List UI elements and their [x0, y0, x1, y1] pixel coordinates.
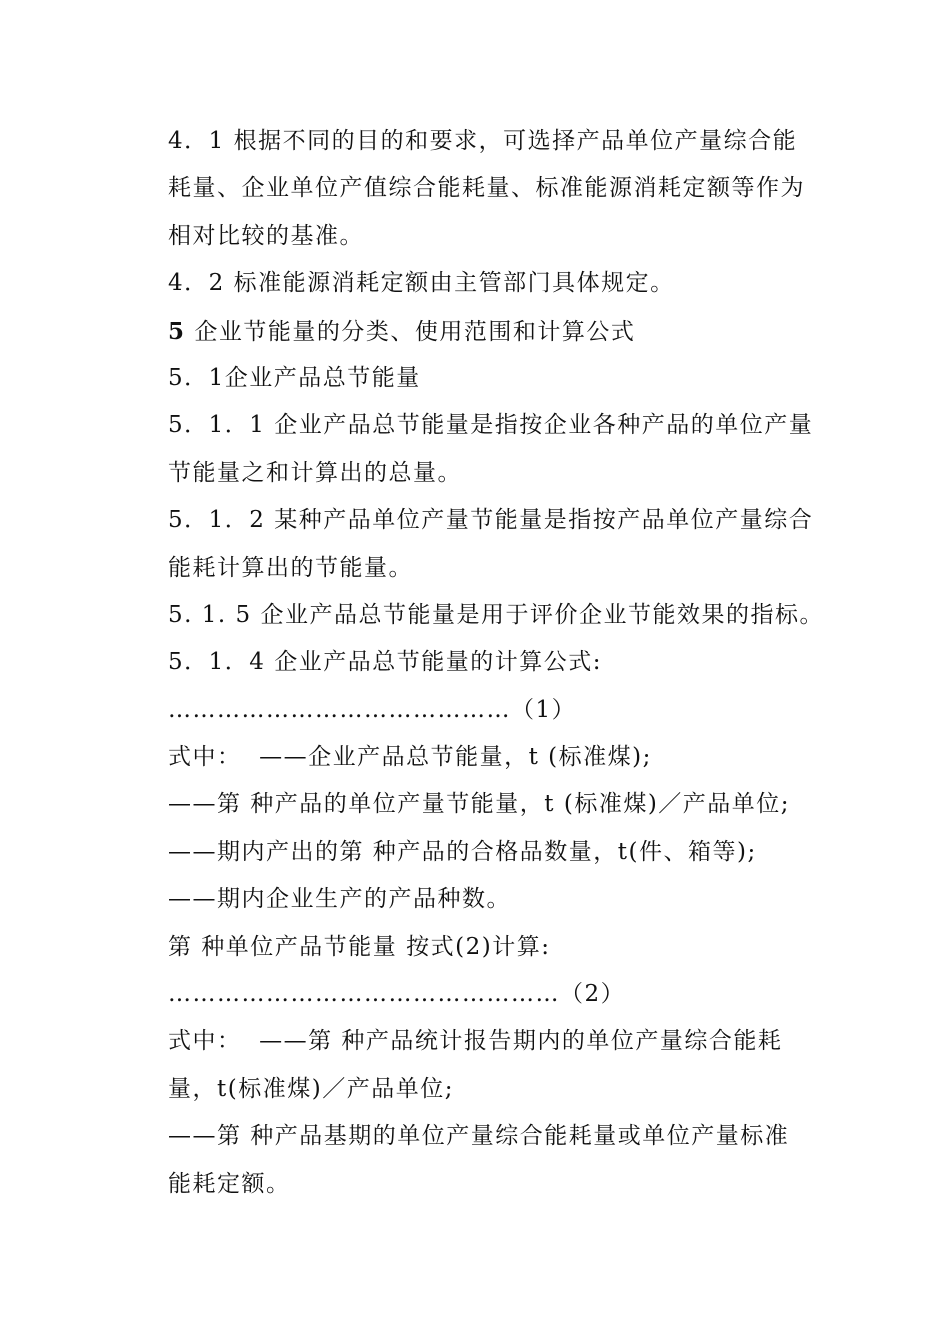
formula-1-legend-c: ——期内产出的第 种产品的合格品数量，t(件、箱等);: [168, 838, 757, 865]
formula-2-intro: 第 种单位产品节能量 按式(2)计算:: [168, 933, 551, 960]
text-line-4-1-a: 4．1 根据不同的目的和要求，可选择产品单位产量综合能: [168, 128, 798, 154]
text-line-5-1-4: 5．1．4 企业产品总节能量的计算公式:: [168, 649, 602, 676]
formula-1-legend-b: ——第 种产品的单位产量节能量，t (标准煤)／产品单位;: [168, 791, 791, 818]
text-line-5-1-2-a: 5．1．2 某种产品单位产量节能量是指按产品单位产量综合: [168, 507, 814, 534]
subsection-5-1-heading: 5．1企业产品总节能量: [168, 364, 421, 391]
text-line-5-1-1-a: 5．1．1 企业产品总节能量是指按企业各种产品的单位产量: [168, 412, 814, 439]
text-line-4-1-b: 耗量、企业单位产值综合能耗量、标准能源消耗定额等作为: [168, 175, 805, 202]
formula-2-legend-b: 量，t(标准煤)／产品单位;: [168, 1075, 454, 1102]
formula-2-legend-a: 式中： ——第 种产品统计报告期内的单位产量综合能耗: [168, 1028, 783, 1055]
text-line-5-1-2-b: 能耗计算出的节能量。: [168, 554, 413, 581]
section-5-number: 5: [168, 317, 186, 345]
section-5-title: 企业节能量的分类、使用范围和计算公式: [194, 318, 636, 345]
text-line-5-1-1-b: 节能量之和计算出的总量。: [168, 459, 462, 486]
text-line-4-2: 4．2 标准能源消耗定额由主管部门具体规定。: [168, 270, 675, 297]
document-body: [168, 118, 838, 1208]
formula-1-placeholder: ……………………………………（1）: [168, 696, 577, 723]
formula-1-legend-a: 式中： ——企业产品总节能量，t (标准煤);: [168, 744, 652, 771]
formula-2-placeholder: …………………………………………（2）: [168, 981, 626, 1008]
formula-2-legend-c: ——第 种产品基期的单位产量综合能耗量或单位产量标准: [168, 1123, 790, 1150]
section-5-heading: [168, 308, 838, 355]
formula-2-legend-d: 能耗定额。: [168, 1170, 291, 1197]
text-line-4-1-c: 相对比较的基准。: [168, 222, 364, 249]
formula-1-legend-d: ——期内企业生产的产品种数。: [168, 886, 511, 913]
text-line-5-1-5: 5. 1. 5 企业产品总节能量是用于评价企业节能效果的指标。: [168, 601, 824, 628]
